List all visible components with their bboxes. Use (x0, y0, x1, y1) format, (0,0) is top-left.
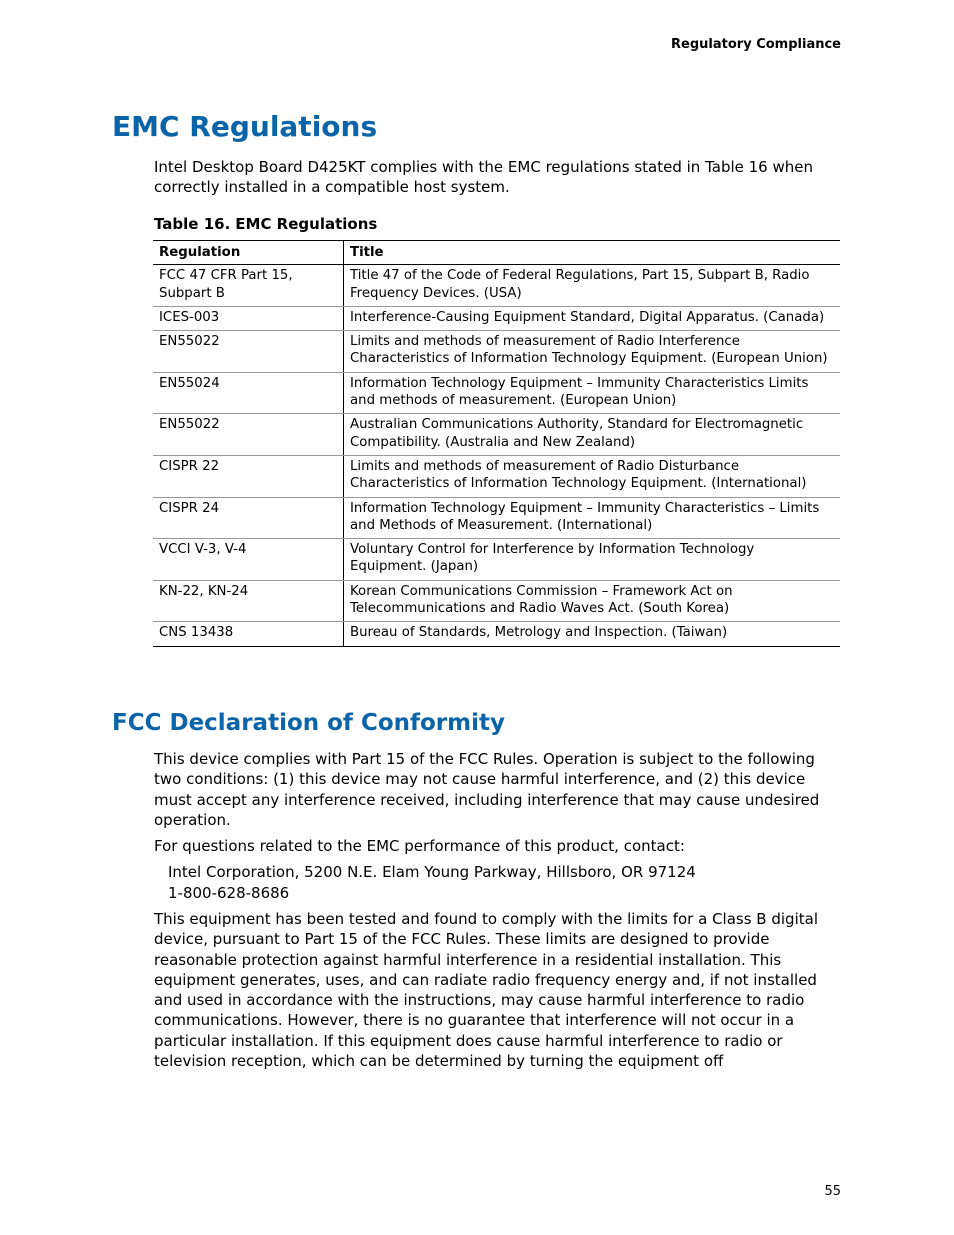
table-title: EMC Regulations (235, 215, 378, 233)
table-row (153, 331, 840, 373)
table-caption (154, 215, 377, 233)
title-cell: Korean Communications Commission – Framework Act on Telecommunications and Radio Waves Act. (South Korea) (344, 580, 841, 622)
regulation-cell: CNS 13438 (153, 622, 344, 646)
title-cell: Australian Communications Authority, Standard for Electromagnetic Compatibility. (Australia and New Zealand) (344, 414, 841, 456)
column-header-title: Title (344, 241, 841, 265)
regulation-cell: CISPR 22 (153, 455, 344, 497)
title-cell: Bureau of Standards, Metrology and Inspection. (Taiwan) (344, 622, 841, 646)
phone-number: 1-800-628-8686 (168, 883, 290, 902)
table-number: Table 16. (154, 215, 231, 233)
table-row (153, 372, 840, 414)
column-header-regulation: Regulation (153, 241, 344, 265)
table-row (153, 265, 840, 307)
table-row (153, 414, 840, 456)
table-row (153, 455, 840, 497)
emc-intro-paragraph: Intel Desktop Board D425KT complies with the EMC regulations stated in Table 16 when correctly installed in a compatible host system. (154, 158, 814, 197)
contact-address (168, 862, 696, 903)
table-row (153, 622, 840, 646)
title-cell: Information Technology Equipment – Immunity Characteristics Limits and methods of measurement. (European Union) (344, 372, 841, 414)
title-cell: Limits and methods of measurement of Radio Disturbance Characteristics of Information Technology Equipment. (International) (344, 455, 841, 497)
emc-regulations-heading: EMC Regulations (112, 110, 378, 143)
regulation-cell: FCC 47 CFR Part 15, Subpart B (153, 265, 344, 307)
fcc-contact-paragraph: For questions related to the EMC performance of this product, contact: (154, 837, 685, 855)
fcc-declaration-heading: FCC Declaration of Conformity (112, 710, 505, 736)
running-header: Regulatory Compliance (671, 37, 841, 52)
regulation-cell: KN-22, KN-24 (153, 580, 344, 622)
title-cell: Voluntary Control for Interference by Information Technology Equipment. (Japan) (344, 539, 841, 581)
table-row (153, 497, 840, 539)
table-row (153, 580, 840, 622)
regulation-cell: CISPR 24 (153, 497, 344, 539)
table-header-row (153, 241, 840, 265)
table-row (153, 306, 840, 330)
title-cell: Information Technology Equipment – Immunity Characteristics – Limits and Methods of Measurement. (International) (344, 497, 841, 539)
title-cell: Limits and methods of measurement of Radio Interference Characteristics of Information Technology Equipment. (European Union) (344, 331, 841, 373)
fcc-conditions-paragraph: This device complies with Part 15 of the FCC Rules. Operation is subject to the following two conditions: (1) this device may not cause harmful interference, and (2) this device must accept any interference received, including interference that may cause undesired operation. (154, 750, 820, 829)
address-line: Intel Corporation, 5200 N.E. Elam Young Parkway, Hillsboro, OR 97124 (168, 863, 696, 881)
emc-regulations-table (153, 240, 840, 647)
title-cell: Title 47 of the Code of Federal Regulations, Part 15, Subpart B, Radio Frequency Devices. (USA) (344, 265, 841, 307)
fcc-class-b-paragraph: This equipment has been tested and found to comply with the limits for a Class B digital device, pursuant to Part 15 of the FCC Rules. These limits are designed to provide reasonable protection against harmful interference in a residential installation. This equipment generates, uses, and can radiate radio frequency energy and, if not installed and used in accordance with the instructions, may cause harmful interference to radio communications. However, there is no guarantee that interference will not occur in a particular installation. If this equipment does cause harmful interference to radio or television reception, which can be determined by turning the equipment off (154, 910, 818, 1071)
regulation-cell: ICES-003 (153, 306, 344, 330)
regulation-cell: EN55022 (153, 331, 344, 373)
table-row (153, 539, 840, 581)
title-cell: Interference-Causing Equipment Standard, Digital Apparatus. (Canada) (344, 306, 841, 330)
regulation-cell: EN55024 (153, 372, 344, 414)
page-number: 55 (824, 1184, 841, 1199)
regulation-cell: VCCI V-3, V-4 (153, 539, 344, 581)
regulation-cell: EN55022 (153, 414, 344, 456)
